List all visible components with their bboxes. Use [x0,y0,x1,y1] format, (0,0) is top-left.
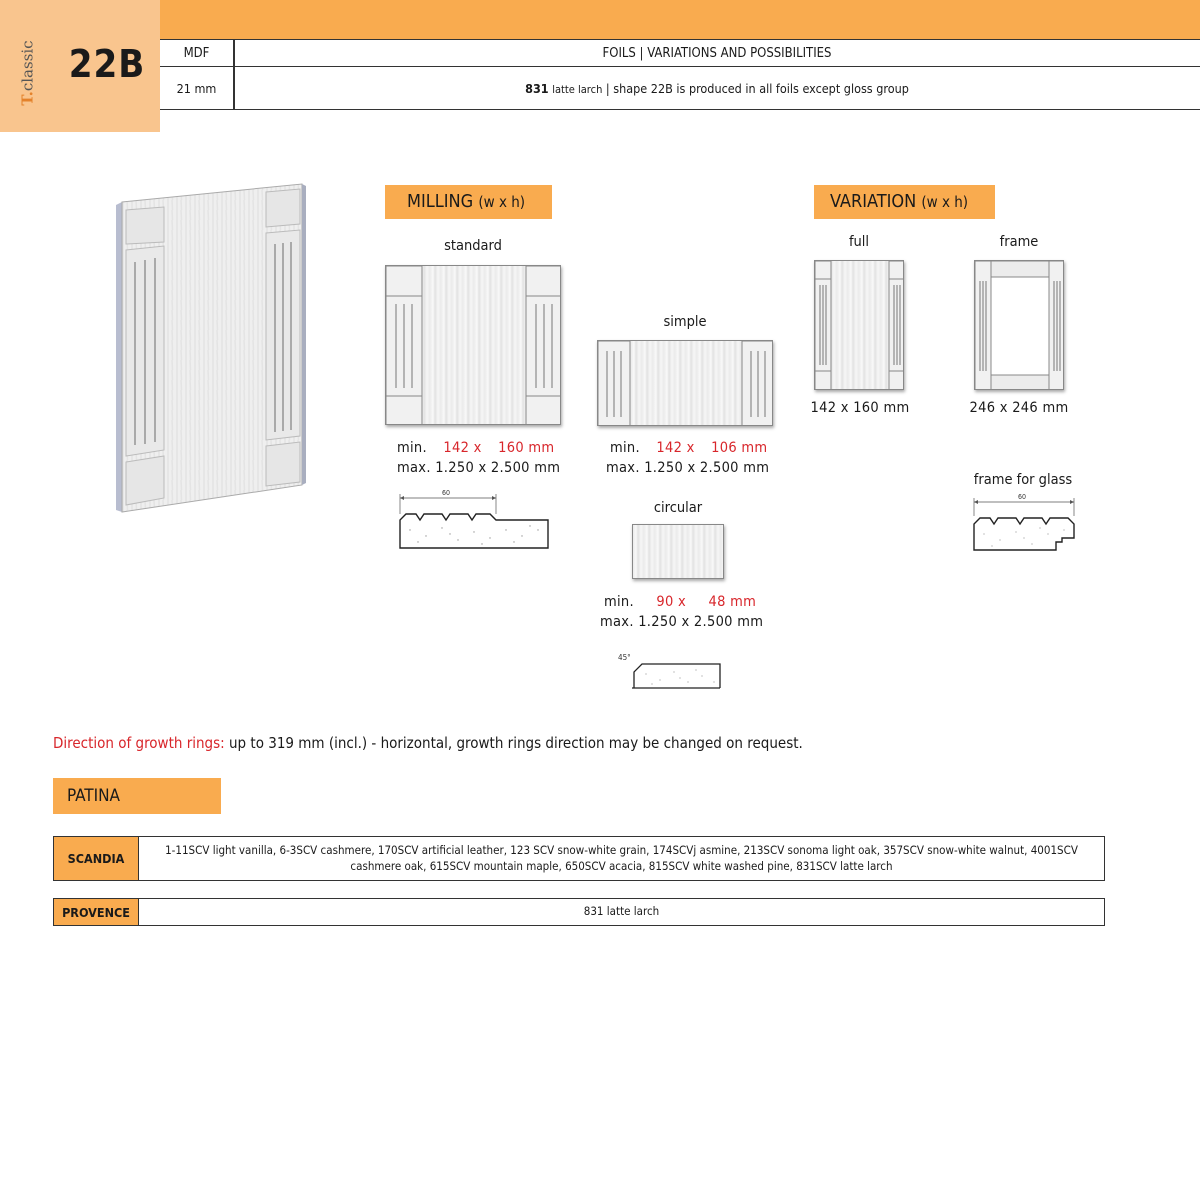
door-front-image [112,180,312,515]
standard-profile-dim: 60 [442,489,451,497]
standard-label: standard [444,238,502,254]
standard-min-label: min. [397,440,427,456]
full-door-diagram [814,260,904,390]
frame-glass-profile-drawing [970,490,1080,554]
full-label: full [848,234,870,250]
standard-min [397,440,554,456]
circular-label: circular [653,500,703,516]
frame-size: 246 x 246 mm [969,400,1069,416]
foil-code: 831 [525,81,549,96]
standard-max: max. 1.250 x 2.500 mm [397,460,561,476]
foils-title: FOILS | VARIATIONS AND POSSIBILITIES [602,46,832,61]
growth-rings-note [53,734,803,752]
milling-unit: (w x h) [478,193,526,211]
frame-label: frame [999,234,1039,250]
standard-min-h: 160 mm [498,440,555,456]
brand-name: classic [19,40,38,92]
header-top-bar [160,0,1200,40]
foil-name: latte larch [552,83,603,96]
milling-title-text: MILLING [407,191,474,212]
foil-info [234,67,1200,110]
circular-door-diagram [632,524,724,579]
circular-min-label: min. [604,594,634,610]
foil-note: | shape 22B is produced in all foils except gloss group [605,81,909,96]
patina-provence-value: 831 latte larch [583,904,660,919]
variation-title-text: VARIATION [830,191,917,212]
circular-max: max. 1.250 x 2.500 mm [600,614,764,630]
circular-min-h: 48 mm [708,594,757,610]
variation-unit: (w x h) [921,193,969,211]
material-label: MDF [183,46,210,61]
frame-glass-label: frame for glass [973,472,1073,488]
growth-rings-label: Direction of growth rings: [53,734,225,752]
simple-min-w: 142 x [656,440,695,456]
simple-min-label: min. [610,440,640,456]
simple-min-h: 106 mm [711,440,768,456]
product-code: 22B [68,42,146,86]
material-value: 21 mm [176,81,217,96]
circular-profile-angle: 45° [618,653,631,662]
simple-door-diagram [597,340,773,426]
simple-min [610,440,767,456]
growth-rings-text: up to 319 mm (incl.) - horizontal, growth rings direction may be changed on request. [229,734,803,752]
standard-min-w: 142 x [443,440,482,456]
patina-row-scandia [53,836,1105,881]
variation-title [814,185,995,219]
brand-logo [6,28,50,118]
milling-title [385,185,552,219]
frame-glass-profile-dim: 60 [1018,493,1027,501]
brand-prefix: T. [19,91,38,106]
full-size: 142 x 160 mm [810,400,910,416]
patina-provence-name: PROVENCE [54,899,139,925]
patina-title: PATINA [53,778,221,814]
simple-max: max. 1.250 x 2.500 mm [606,460,770,476]
circular-min [604,594,756,610]
standard-door-diagram [385,265,561,425]
patina-scandia-value: 1-11SCV light vanilla, 6-3SCV cashmere, 170SCV artificial leather, 123 SCV snow-white grain, 174SCVj asmine, 213SCV sonoma light oak, 357SCV snow-white walnut, 4001SCV cashmere oak, 615SCV mountain maple, 650SCV acacia, 815SCV white washed pine, 831SCV latte larch [165,842,1078,873]
simple-label: simple [663,314,707,330]
circular-profile-drawing [616,650,726,692]
circular-min-w: 90 x [656,594,687,610]
frame-door-diagram [974,260,1064,390]
patina-row-provence [53,898,1105,926]
header-table [160,40,1200,110]
standard-profile-drawing [398,486,550,552]
patina-scandia-name: SCANDIA [54,837,139,880]
